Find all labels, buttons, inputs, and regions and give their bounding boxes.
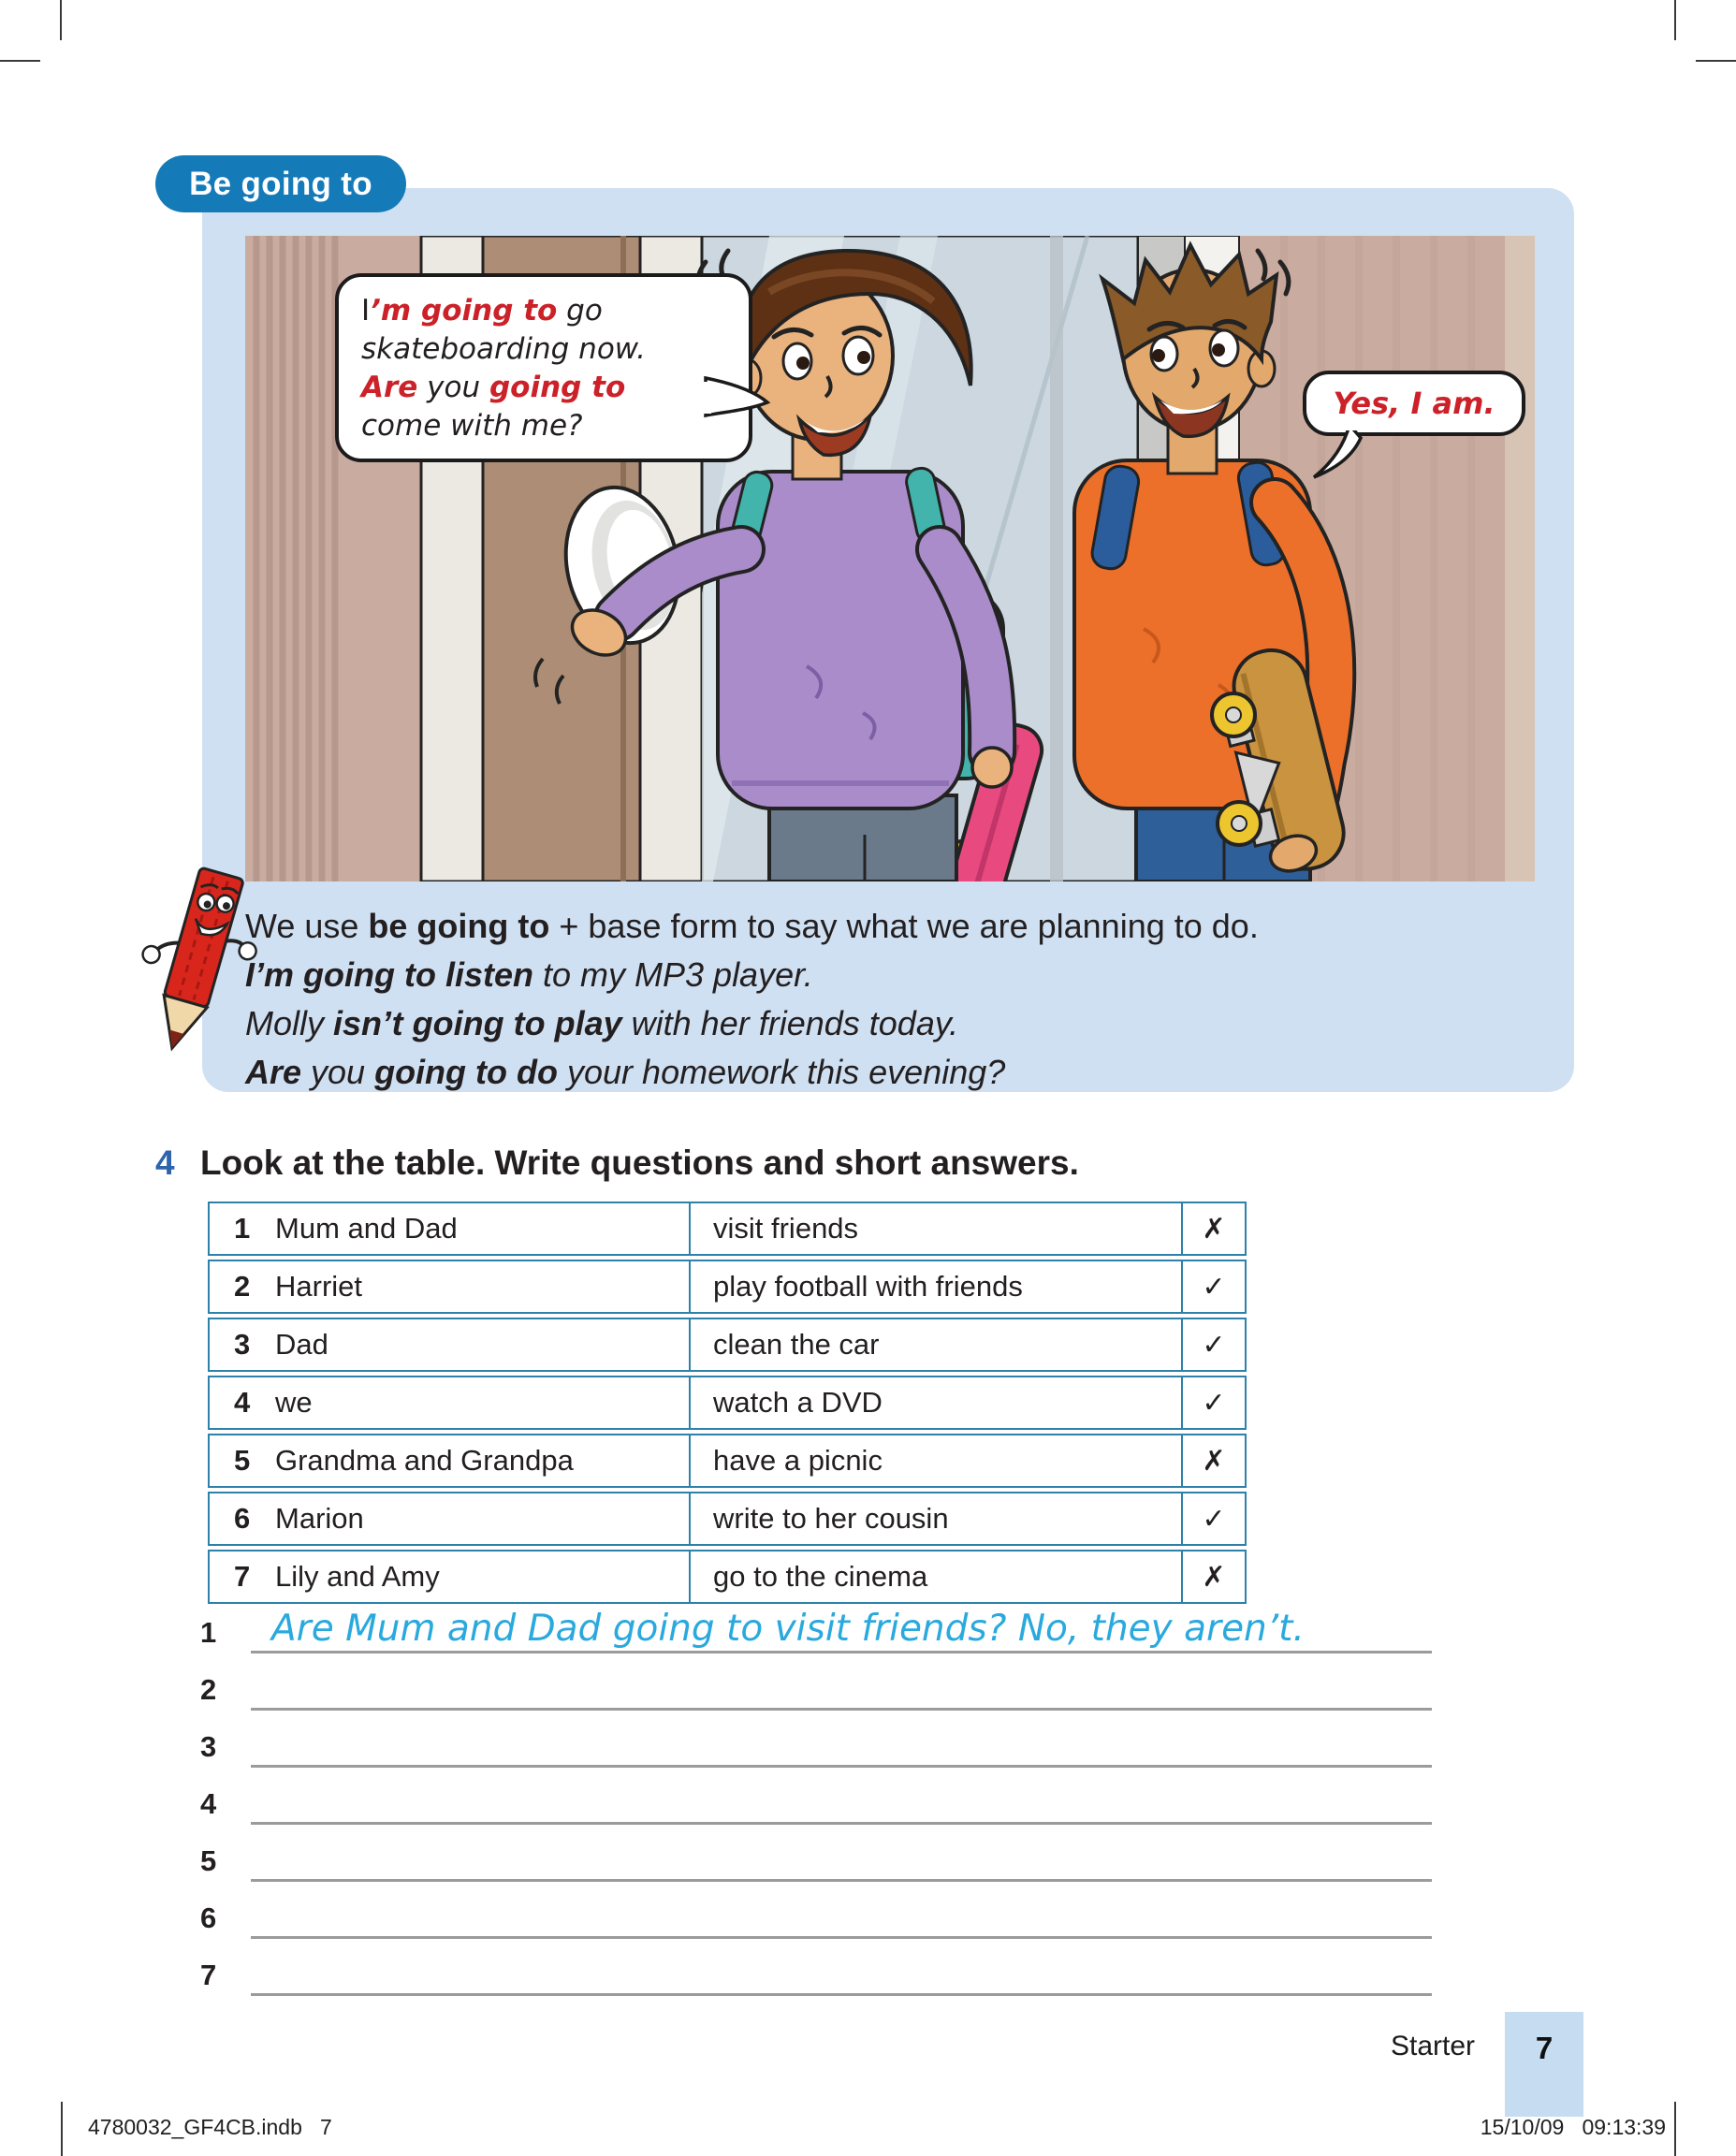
section-tab bbox=[155, 155, 406, 212]
answer-line[interactable] bbox=[251, 1765, 1432, 1825]
table-row: 3 Dad clean the car ✓ bbox=[208, 1318, 1247, 1372]
crop-mark bbox=[60, 0, 62, 40]
check-mark-icon: ✓ bbox=[1181, 1493, 1245, 1544]
rule-line: I’m going to listen to my MP3 player. bbox=[245, 955, 813, 994]
grammar-rules bbox=[245, 902, 1546, 1097]
answer-line[interactable] bbox=[251, 1594, 1432, 1653]
answer-row: 7 bbox=[200, 1939, 1432, 1996]
exercise-number: 4 bbox=[155, 1144, 175, 1182]
table-row: 1 Mum and Dad visit friends ✗ bbox=[208, 1202, 1247, 1256]
cross-mark-icon: ✗ bbox=[1181, 1435, 1245, 1486]
check-mark-icon: ✓ bbox=[1181, 1261, 1245, 1312]
handwritten-answer: Are Mum and Dad going to visit friends? No, they aren’t. bbox=[271, 1608, 1305, 1650]
table-row: 6 Marion write to her cousin ✓ bbox=[208, 1492, 1247, 1546]
page-number-badge bbox=[1505, 2012, 1583, 2117]
answer-line[interactable] bbox=[251, 1879, 1432, 1939]
answer-row: 4 bbox=[200, 1768, 1432, 1825]
speech-text: Yes, I am. bbox=[1333, 385, 1495, 421]
print-footer-right: 15/10/09 09:13:39 bbox=[1480, 2115, 1666, 2139]
answer-row: 6 bbox=[200, 1882, 1432, 1939]
cross-mark-icon: ✗ bbox=[1181, 1203, 1245, 1254]
print-footer-left: 4780032_GF4CB.indb 7 bbox=[88, 2115, 332, 2139]
crop-mark bbox=[0, 60, 40, 62]
speech-bubble-left bbox=[335, 273, 752, 462]
answer-row: 5 bbox=[200, 1825, 1432, 1882]
crop-mark bbox=[61, 2102, 63, 2156]
rule-line: Molly isn’t going to play with her friends today. bbox=[245, 1004, 959, 1042]
answer-lines bbox=[200, 1596, 1432, 1996]
answer-line[interactable] bbox=[251, 1708, 1432, 1768]
answer-line[interactable] bbox=[251, 1822, 1432, 1882]
pencil-mascot-icon bbox=[137, 863, 262, 1076]
exercise-table bbox=[208, 1202, 1247, 1608]
exercise-heading bbox=[155, 1144, 1559, 1183]
check-mark-icon: ✓ bbox=[1181, 1319, 1245, 1370]
table-row: 7 Lily and Amy go to the cinema ✗ bbox=[208, 1550, 1247, 1604]
rule-line: We use be going to + base form to say what we are planning to do. bbox=[245, 907, 1259, 945]
table-row: 5 Grandma and Grandpa have a picnic ✗ bbox=[208, 1434, 1247, 1488]
table-row: 2 Harriet play football with friends ✓ bbox=[208, 1260, 1247, 1314]
answer-line[interactable] bbox=[251, 1936, 1432, 1996]
cross-mark-icon: ✗ bbox=[1181, 1551, 1245, 1602]
answer-row: 2 bbox=[200, 1653, 1432, 1711]
section-tab-label: Be going to bbox=[189, 165, 372, 202]
answer-row: 1 Are Mum and Dad going to visit friends? No, they aren’t. bbox=[200, 1596, 1432, 1653]
check-mark-icon: ✓ bbox=[1181, 1377, 1245, 1428]
speech-text: I’m going to go skateboarding now. Are you going to come with me? bbox=[361, 294, 647, 443]
answer-line[interactable] bbox=[251, 1651, 1432, 1711]
speech-tail bbox=[704, 372, 771, 421]
crop-mark bbox=[1674, 2102, 1676, 2156]
exercise-instruction: Look at the table. Write questions and short answers. bbox=[200, 1144, 1079, 1182]
section-label: Starter bbox=[1390, 2031, 1475, 2061]
crop-mark bbox=[1674, 0, 1676, 40]
page-number: 7 bbox=[1535, 2031, 1554, 2065]
table-row: 4 we watch a DVD ✓ bbox=[208, 1376, 1247, 1430]
rule-line: Are you going to do your homework this evening? bbox=[245, 1053, 1006, 1091]
answer-row: 3 bbox=[200, 1711, 1432, 1768]
crop-mark bbox=[1696, 60, 1736, 62]
speech-tail bbox=[1310, 423, 1364, 481]
